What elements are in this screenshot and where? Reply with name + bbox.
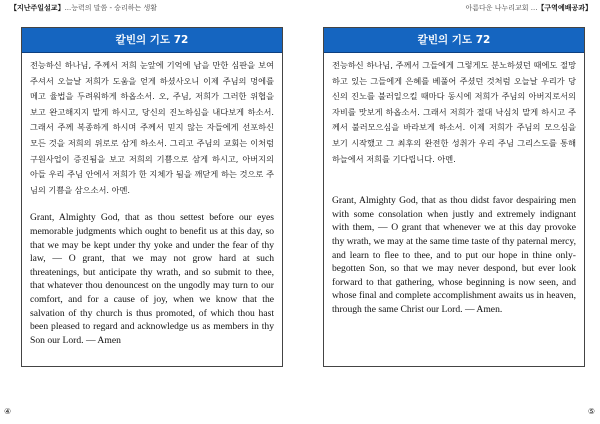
- header-series-label: 【구역예배공과】: [537, 4, 592, 12]
- header-subtitle: ...능력의 말씀 - 승리하는 생활: [64, 4, 158, 12]
- english-prayer-text: Grant, Almighty God, that as thou didst favor despairing men with some consolation when justly and extremely indignant with them, — O grant that whenever we at this day provoke thy wrath, we may at the same time taste of thy paternal mercy, and learn to flee to thee, and to put our hope in thine only-begotten Son, so that we may never despond, but ever look forward to that gathering, whose beginning is now seen, and whose final and complete accomplishment awaits us in heaven, through the same Christ our Lord. — Amen.: [332, 195, 576, 315]
- prayer-title: 칼빈의 기도 72: [324, 28, 584, 53]
- prayer-frame: [21, 27, 283, 367]
- english-prayer-text: Grant, Almighty God, that as thou settest before our eyes memorable judgments which ought to benefit us at this day, so that we may be kept under thy yoke and under the fear of thy law, — O grant, that we may not grow hard at such threatenings, but anticipate thy wrath, and so submit to thee, that whatever thou denouncest on the ungodly may turn to our comfort, and for a cause of joy, when we know that the salvation of thy church is thus promoted, of which thou hast been pleased to regard and acknowledge us as members in thy Son our Lord. — Amen: [30, 212, 274, 346]
- prayer-frame: [323, 27, 585, 367]
- page-number: ⑤: [587, 407, 595, 416]
- korean-prayer-text: 전능하신 하나님, 주께서 저희 눈앞에 기억에 남을 만한 심판을 보여 주셔서 오늘날 저희가 도움을 얻게 하셨사오니 이제 주님의 멍에를 메고 율법을 두려워하게 하옵소서. 오, 주님, 저희가 그러한 위협을 보고 완고해지지 말게 하시고, 당신의 진노하심을 내다보게 하소서. 그래서 주께 복종하게 하시며 주께서 믿지 않는 자들에게 선포하신 모든 것을 저희의 위로로 삼게 하소서. 그리고 주님의 교회는 이처럼 구원사업이 증진됨을 보고 저희의 기쁨으로 삼게 하시고, 아버지의 아들 우리 주님 안에서 저희가 한 지체가 됨을 깨닫게 하는 것으로 주님의 기쁨을 삼으소서. 아멘.: [30, 60, 274, 195]
- header-series-label: 【지난주일설교】: [10, 4, 65, 12]
- page-number: ④: [4, 407, 12, 416]
- prayer-title: 칼빈의 기도 72: [22, 28, 282, 53]
- running-header: [465, 3, 592, 13]
- right-page: [300, 0, 600, 424]
- korean-prayer-text: 전능하신 하나님, 주께서 그들에게 그렇게도 분노하셨던 때에도 절망하고 있는 그들에게 은혜를 베풀어 주셨던 것처럼 오늘날 우리가 당신의 진노를 불러일으킬 때마다 동시에 저희가 주님의 아버지로서의 자비를 맛보게 하옵소서. 그래서 저희가 절대 낙심치 말게 하시고 주께서 불러모으심을 바라보게 하소서. 이제 저희가 주님의 모으심을 보기 시작했고 그 최후의 완전한 성취가 우리 주님 그리스도를 통해 하늘에서 저희를 기다립니다. 아멘.: [332, 60, 576, 164]
- running-header: [10, 3, 157, 13]
- header-subtitle: 아름다운 나누리교회 ...: [465, 4, 538, 12]
